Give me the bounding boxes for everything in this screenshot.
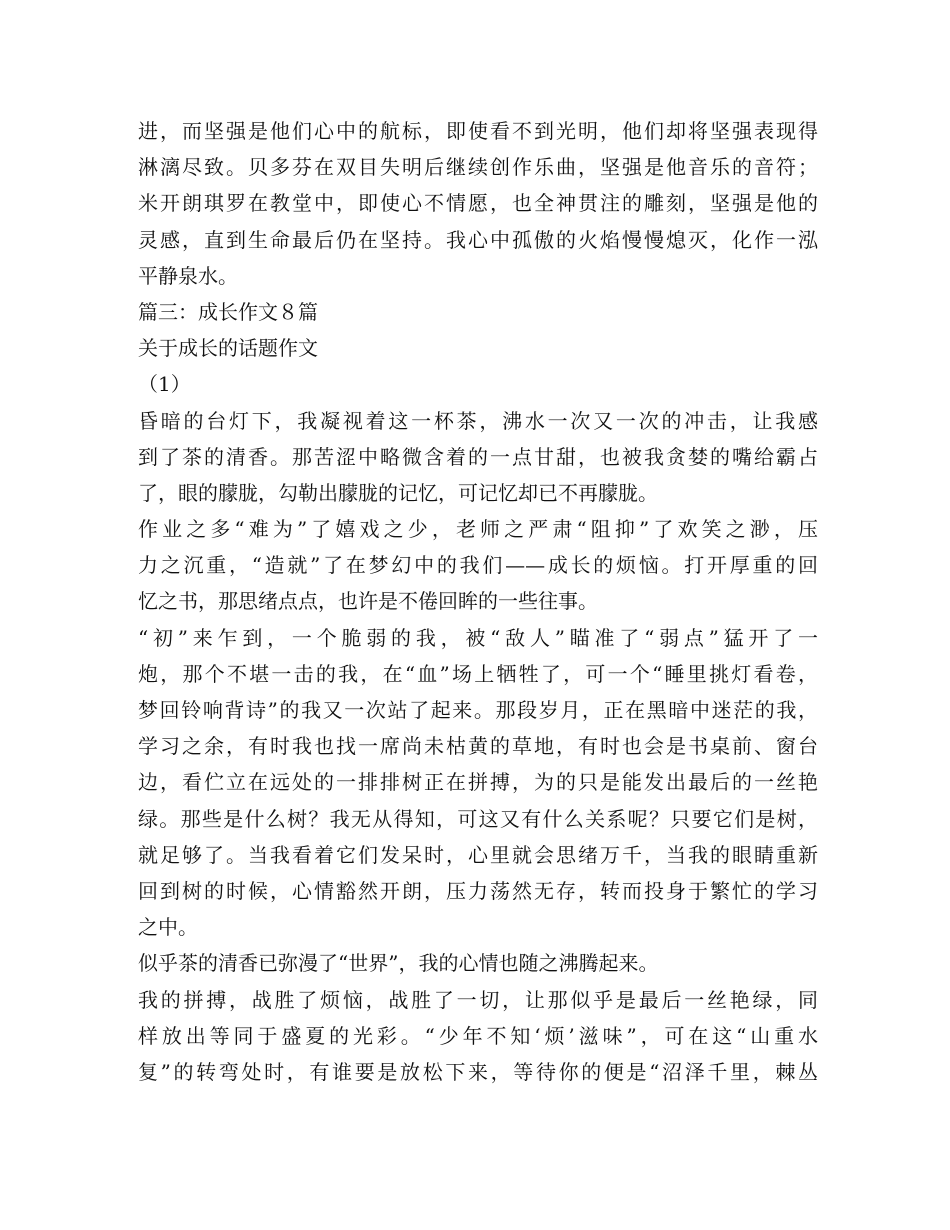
text-line: 昏暗的台灯下，我凝视着这一杯茶，沸水一次又一次的冲击，让我感 xyxy=(138,408,818,433)
text-line: 进，而坚强是他们心中的航标，即使看不到光明，他们却将坚强表现得 xyxy=(138,119,818,143)
text-line: 忆之书，那思绪点点，也许是不倦回眸的一些往事。 xyxy=(138,589,598,614)
text-line: 绿。那些是什么树？我无从得知，可这又有什么关系呢？只要它们是树， xyxy=(138,806,818,831)
text-line: 之中。 xyxy=(138,915,198,940)
text-line: 灵感，直到生命最后仍在坚持。我心中孤傲的火焰慢慢熄灭，化作一泓 xyxy=(138,227,818,252)
text-line: 米开朗琪罗在教堂中，即使心不情愿，也全神贯注的雕刻，坚强是他的 xyxy=(138,191,818,216)
text-line: 梦回铃响背诗”的我又一次站了起来。那段岁月，正在黑暗中迷茫的我， xyxy=(138,698,818,722)
text-line: 就足够了。当我看着它们发呆时，心里就会思绪万千，当我的眼睛重新 xyxy=(138,842,818,867)
text-line: 复”的转弯处时，有谁要是放松下来，等待你的便是“沼泽千里，棘丛 xyxy=(138,1059,818,1084)
text-line: 炮，那个不堪一击的我，在“血”场上牺牲了，可一个“睡里挑灯看卷， xyxy=(138,661,818,686)
text-line: “初”来乍到，一个脆弱的我，被“敌人”瞄准了“弱点”猛开了一 xyxy=(138,625,818,650)
text-line: 作业之多“难为”了嬉戏之少，老师之严肃“阻抑”了欢笑之渺，压 xyxy=(138,517,818,542)
text-line: 了，眼的朦胧，勾勒出朦胧的记忆，可记忆却已不再朦胧。 xyxy=(138,480,658,505)
text-line: 我的拼搏，战胜了烦恼，战胜了一切，让那似乎是最后一丝艳绿，同 xyxy=(138,987,818,1012)
text-line: （1） xyxy=(138,372,191,397)
text-line: 边，看伫立在远处的一排排树正在拼搏，为的只是能发出最后的一丝艳 xyxy=(138,770,818,795)
text-line: 平静泉水。 xyxy=(138,263,238,288)
text-line: 似乎茶的清香已弥漫了“世界”，我的心情也随之沸腾起来。 xyxy=(138,951,659,976)
text-line: 篇三：成长作文８篇 xyxy=(138,299,318,324)
text-line: 样放出等同于盛夏的光彩。“少年不知‘烦’滋味”，可在这“山重水 xyxy=(138,1023,818,1048)
text-line: 回到树的时候，心情豁然开朗，压力荡然无存，转而投身于繁忙的学习 xyxy=(138,878,818,903)
text-line: 力之沉重，“造就”了在梦幻中的我们——成长的烦恼。打开厚重的回 xyxy=(138,553,818,578)
text-line: 到了茶的清香。那苦涩中略微含着的一点甘甜，也被我贪婪的嘴给霸占 xyxy=(138,444,818,469)
text-line: 关于成长的话题作文 xyxy=(138,336,318,361)
document-body xyxy=(138,113,818,1090)
text-line: 学习之余，有时我也找一席尚未枯黄的草地，有时也会是书桌前、窗台 xyxy=(138,734,818,759)
text-line: 淋漓尽致。贝多芬在双目失明后继续创作乐曲，坚强是他音乐的音符； xyxy=(138,155,818,180)
